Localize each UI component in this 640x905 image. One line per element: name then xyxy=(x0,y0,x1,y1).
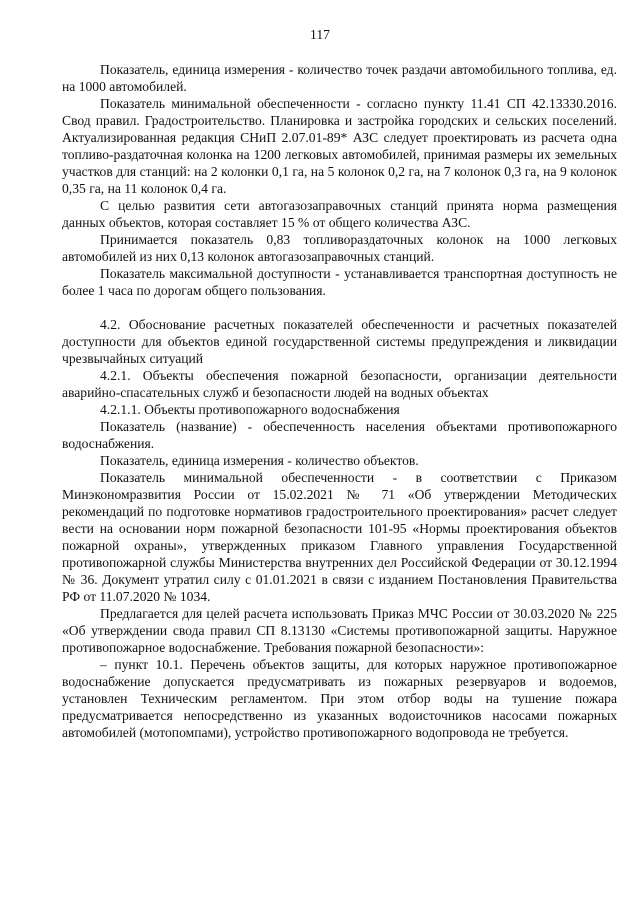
section-spacer xyxy=(62,299,617,316)
paragraph-indicator-name: Показатель (название) - обеспеченность населения объектами противопожарного водоснабжения. xyxy=(62,419,617,451)
paragraph-min-provision-order: Показатель минимальной обеспеченности - в соответствии с Приказом Минэкономразвития России от 15.02.2021 № 71 «Об утверждении Методических рекомендаций по подготовке нормативов градостроительного проектирования» расчет следует вести на основании норм пожарной безопасности 101-95 «Нормы проектирования объектов пожарной охраны», утвержденных приказом Главного управления Государственной противопожарной службы Министерства внутренних дел Российской Федерации от 30.12.1994 № 36. Документ утратил силу с 01.01.2021 в связи с изданием Постановления Правительства РФ от 11.07.2020 № 1034. xyxy=(62,470,617,604)
paragraph-proposal-mchs: Предлагается для целей расчета использовать Приказ МЧС России от 30.03.2020 № 225 «Об утверждении свода правил СП 8.13130 «Системы противопожарной защиты. Наружное противопожарное водоснабжение. Требования пожарной безопасности»: xyxy=(62,606,617,655)
page-number: 117 xyxy=(310,27,330,42)
page-body xyxy=(62,61,617,741)
paragraph-min-provision-azs: Показатель минимальной обеспеченности - согласно пункту 11.41 СП 42.13330.2016. Свод правил. Градостроительство. Планировка и застройка городских и сельских поселений. Актуализированная редакция СНиП 2.07.01-89* АЗС следует проектировать из расчета одна топливо-раздаточная колонка на 1200 легковых автомобилей, принимая размеры их земельных участков для станций: на 2 колонки 0,1 га, на 5 колонок 0,2 га, на 7 колонок 0,3 га, на 9 колонок 0,35 га, на 11 колонок 0,4 га. xyxy=(62,96,617,196)
section-heading-4-2-1-1: 4.2.1.1. Объекты противопожарного водоснабжения xyxy=(100,402,400,417)
section-heading-4-2: 4.2. Обоснование расчетных показателей обеспеченности и расчетных показателей доступности для объектов единой государственной системы предупреждения и ликвидации чрезвычайных ситуаций xyxy=(62,317,617,366)
paragraph-max-accessibility: Показатель максимальной доступности - устанавливается транспортная доступность не более 1 часа по дорогам общего пользования. xyxy=(62,266,617,298)
paragraph-indicator-unit: Показатель, единица измерения - количество объектов. xyxy=(100,453,419,468)
paragraph-gas-stations-norm: С целью развития сети автогазозаправочных станций принята норма размещения данных объектов, которая составляет 15 % от общего количества АЗС. xyxy=(62,198,617,230)
section-heading-4-2-1: 4.2.1. Объекты обеспечения пожарной безопасности, организации деятельности аварийно-спасательных служб и безопасности людей на водных объектах xyxy=(62,368,617,400)
paragraph-dispensers-indicator: Принимается показатель 0,83 топливораздаточных колонок на 1000 легковых автомобилей из них 0,13 колонок автогазозаправочных станций. xyxy=(62,232,617,264)
paragraph-fuel-points-unit: Показатель, единица измерения - количество точек раздачи автомобильного топлива, ед. на 1000 автомобилей. xyxy=(62,62,617,94)
list-item-clause-10-1: – пункт 10.1. Перечень объектов защиты, для которых наружное противопожарное водоснабжение допускается предусматривать из пожарных резервуаров и водоемов, установлен Техническим регламентом. При этом отбор воды на тушение пожара предусматривается непосредственно из указанных водоисточников насосами пожарных автомобилей (мотопомпами), устройство противопожарного водопровода не требуется. xyxy=(62,657,617,740)
